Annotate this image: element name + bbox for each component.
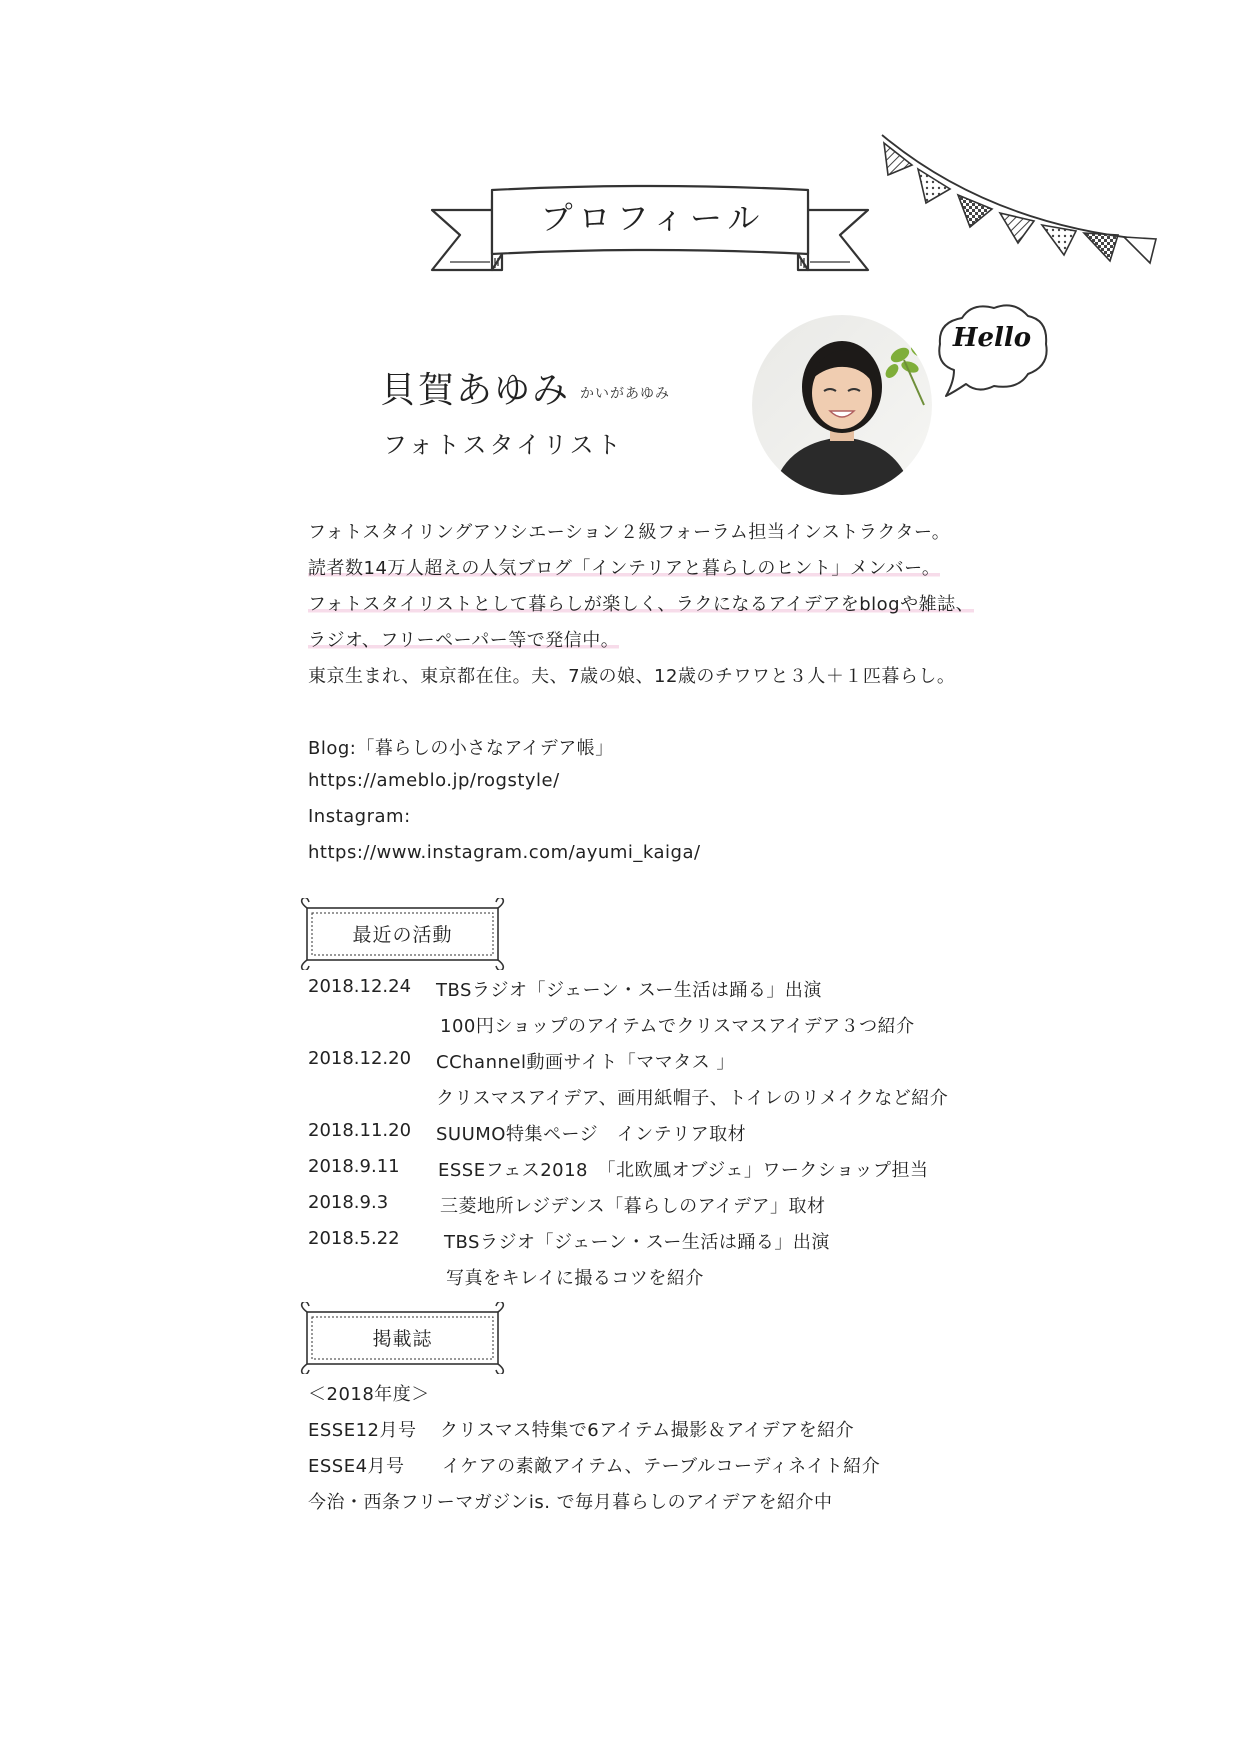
activity-date: 2018.12.24 [308,976,412,997]
activity-desc: 写真をキレイに撮るコツを紹介 [446,1268,704,1289]
activity-desc: SUUMO特集ページ インテリア取材 [436,1124,747,1145]
bunting-decoration-icon [870,125,1170,285]
activity-desc: 100円ショップのアイテムでクリスマスアイデア３つ紹介 [440,1016,915,1037]
blog-url-link[interactable]: https://ameblo.jp/rogstyle/ [308,770,560,791]
profile-photo [752,315,932,495]
activities-heading: 最近の活動 [352,924,453,946]
activity-desc: 三菱地所レジデンス「暮らしのアイデア」取材 [440,1196,826,1217]
activity-desc: ESSEフェス2018 「北欧風オブジェ」ワークショップ担当 [438,1160,929,1181]
activity-desc: TBSラジオ「ジェーン・スー生活は踊る」出演 [444,1232,830,1253]
activity-date: 2018.9.3 [308,1192,389,1213]
bio-line [308,590,974,616]
profile-name: 貝賀あゆみ [380,370,571,411]
page-title: プロフィール [540,199,766,237]
magazine-name: ESSE4月号 [308,1456,405,1477]
activity-desc: TBSラジオ「ジェーン・スー生活は踊る」出演 [436,980,822,1001]
activity-desc: CChannel動画サイト「ママタス 」 [436,1052,735,1073]
activity-date: 2018.9.11 [308,1156,400,1177]
magazine-desc: クリスマス特集で6アイテム撮影＆アイデアを紹介 [440,1420,855,1441]
activity-date: 2018.5.22 [308,1228,400,1249]
blog-label: Blog:「暮らしの小さなアイデア帳」 [308,738,614,759]
magazines-heading: 掲載誌 [372,1328,433,1350]
activity-desc: クリスマスアイデア、画用紙帽子、トイレのリメイクなど紹介 [436,1088,949,1109]
hello-text: Hello [952,323,1032,353]
bio-highlight: フォトスタイリストとして暮らしが楽しく、ラクになるアイデアをblogや雑誌、 [308,594,975,615]
magazine-desc: イケアの素敵アイテム、テーブルコーディネイト紹介 [442,1456,881,1477]
magazine-name: ESSE12月号 [308,1420,417,1441]
magazines-note: 今治・西条フリーマガジンis. で毎月暮らしのアイデアを紹介中 [308,1492,833,1513]
bio-line [308,554,940,580]
bio-line: フォトスタイリングアソシエーション２級フォーラム担当インストラクター。 [308,522,951,543]
bio-line: 東京生まれ、東京都在住。夫、7歳の娘、12歳のチワワと３人＋１匹暮らし。 [308,666,956,687]
activity-date: 2018.11.20 [308,1120,412,1141]
instagram-url-link[interactable]: https://www.instagram.com/ayumi_kaiga/ [308,842,701,863]
profile-furigana: かいがあゆみ [580,386,670,402]
bio-highlight: ラジオ、フリーペーパー等で発信中。 [308,630,620,651]
activity-date: 2018.12.20 [308,1048,412,1069]
bio-line [308,626,619,652]
bio-highlight: 読者数14万人超えの人気ブログ「インテリアと暮らしのヒント」メンバー。 [308,558,941,579]
instagram-label: Instagram: [308,806,411,827]
profile-role: フォトスタイリスト [383,431,624,459]
magazines-year: ＜2018年度＞ [308,1384,430,1405]
